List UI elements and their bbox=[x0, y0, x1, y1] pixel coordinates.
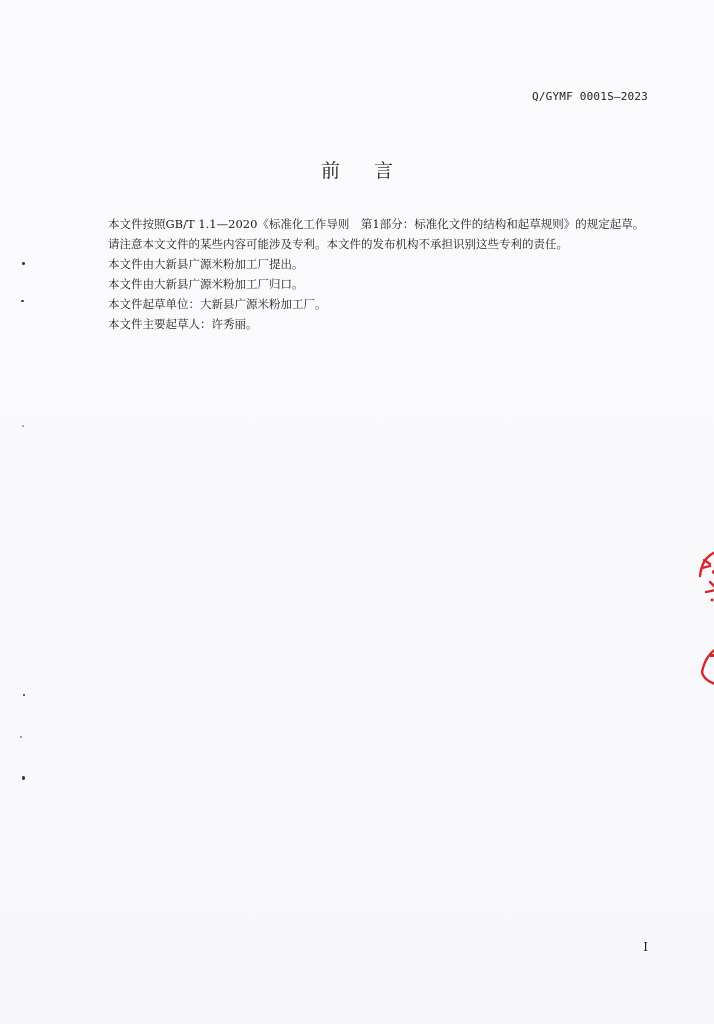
paragraph-patent-notice: 请注意本文文件的某些内容可能涉及专利。本文件的发布机构不承担识别这些专利的责任。 bbox=[108, 237, 568, 251]
scan-speck bbox=[22, 425, 24, 427]
paragraph-drafting-unit: 本文件起草单位：大新县广源米粉加工厂。 bbox=[108, 297, 327, 311]
paragraph-drafting-basis: 本文件按照GB/T 1.1—2020《标准化工作导则 第1部分：标准化文件的结构和起草规则》的规定起草。 bbox=[108, 217, 645, 231]
scan-speck bbox=[22, 776, 25, 780]
page-title: 前言 bbox=[320, 160, 427, 182]
red-seal-stamp bbox=[696, 548, 714, 688]
scan-speck bbox=[20, 736, 22, 738]
page-number: I bbox=[643, 940, 648, 954]
paragraph-proposer: 本文件由大新县广源米粉加工厂提出。 bbox=[108, 257, 304, 271]
document-code: Q/GYMF 0001S—2023 bbox=[532, 90, 648, 103]
paragraph-main-drafter: 本文件主要起草人：许秀丽。 bbox=[108, 317, 258, 331]
scan-speck bbox=[23, 694, 25, 696]
document-body bbox=[84, 214, 650, 334]
paragraph-centralized-unit: 本文件由大新县广源米粉加工厂归口。 bbox=[108, 277, 304, 291]
scan-speck bbox=[22, 262, 25, 265]
scan-speck bbox=[21, 300, 24, 302]
